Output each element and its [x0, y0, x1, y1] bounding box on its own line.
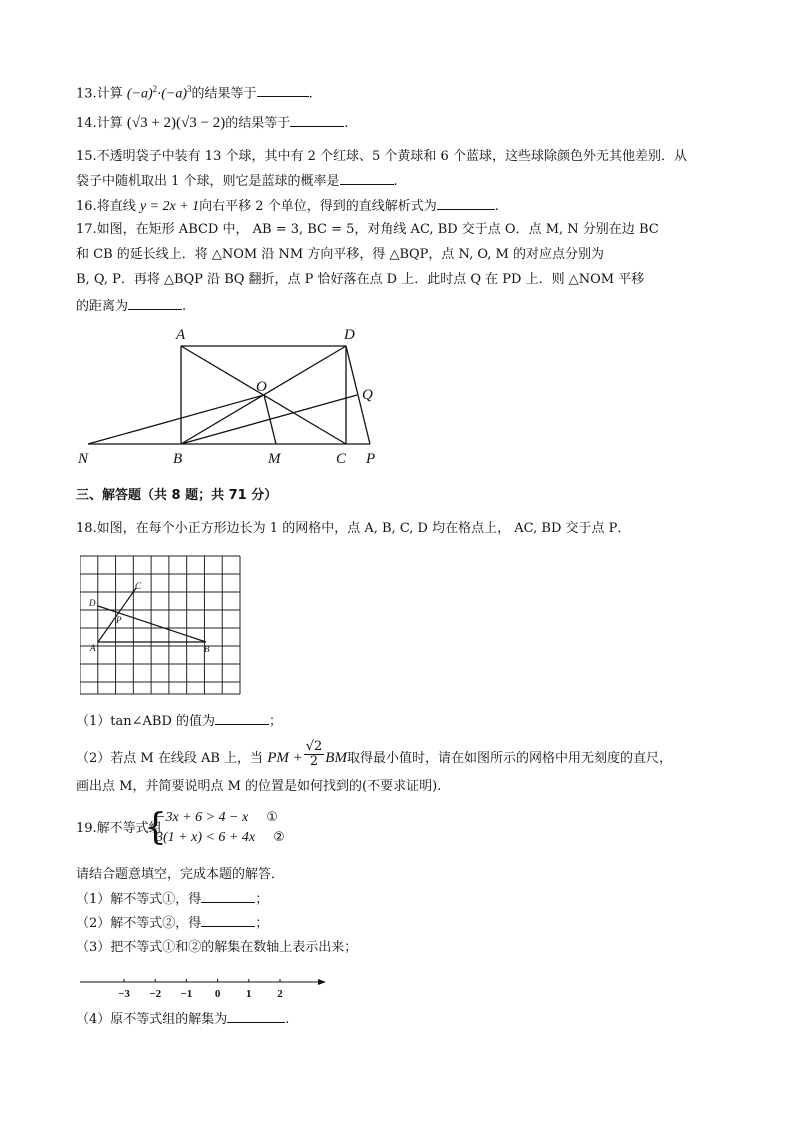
q17-label-Q: Q — [362, 387, 373, 403]
q15-end: . — [393, 174, 398, 189]
q14-end: . — [344, 116, 349, 131]
q17-label-P: P — [366, 451, 376, 467]
q16-expression: y = 2x + 1 — [139, 199, 200, 214]
q16-number: 16. — [76, 199, 97, 214]
q18-part2-line2: 画出点 M，并简要说明点 M 的位置是如何找到的(不要求证明). — [76, 779, 442, 794]
q14-answer-blank[interactable] — [290, 114, 344, 127]
q13-dot: · — [157, 86, 162, 102]
q19-part1-end: ； — [255, 892, 269, 907]
q17-text: 的距离为 — [76, 299, 129, 314]
q14-number: 14. — [76, 116, 97, 131]
number-line-tick-label: −2 — [149, 988, 162, 1000]
question-16 — [76, 197, 499, 216]
q19-inequality-1: −3x + 6 > 4 − x ① — [156, 810, 278, 825]
q19-part2 — [76, 914, 268, 933]
q19-mark-2: ② — [273, 830, 285, 845]
number-line-tick-label: 2 — [277, 988, 283, 1000]
question-14 — [76, 114, 348, 133]
question-17-line3: B, Q, P．再将 △BQP 沿 BQ 翻折，点 P 恰好落在点 D 上．此时点 Q 在 PD 上．则 △NOM 平移 — [76, 272, 645, 287]
number-line-tick-label: −1 — [180, 988, 193, 1000]
q18-part2-text: （2）若点 M 在线段 AB 上，当 — [76, 751, 264, 766]
q14-prefix: 计算 — [96, 116, 123, 131]
q17-label-A: A — [176, 327, 186, 343]
q16-prefix: 将直线 — [96, 199, 136, 214]
q19-part2-end: ； — [255, 916, 269, 931]
q19-part3: （3）把不等式①和②的解集在数轴上表示出来； — [76, 940, 358, 955]
q15-text: 袋子中随机取出 1 个球，则它是蓝球的概率是 — [76, 174, 340, 189]
q17-label-D: D — [344, 327, 355, 343]
question-15-line2 — [76, 172, 398, 191]
segment-BQ — [181, 395, 357, 444]
number-line-tick-label: 1 — [246, 988, 252, 1000]
q18-label-C: C — [135, 581, 142, 591]
question-19-title: 19.解不等式组 — [76, 821, 162, 836]
q18-label-P: P — [116, 615, 122, 625]
q17-label-M: M — [268, 451, 281, 467]
q19-mark-1: ① — [266, 810, 278, 825]
q13-suffix: 的结果等于 — [191, 86, 257, 102]
q14-expression: (√3 + 2)(√3 − 2) — [126, 115, 226, 131]
q18-label-B: B — [204, 644, 210, 654]
q13-expr-b: (−a) — [161, 86, 188, 102]
q18-part2-bm: BM — [325, 750, 347, 766]
question-13 — [76, 80, 313, 103]
q19-part4 — [76, 1010, 289, 1029]
q18-grid-figure — [80, 555, 242, 697]
number-line-arrow-icon — [318, 979, 326, 985]
q19-part1-text: （1）解不等式①，得 — [76, 892, 202, 907]
q13-end: . — [308, 86, 313, 102]
q16-end: . — [494, 199, 499, 214]
q18-part1 — [76, 712, 282, 731]
q18-label-A: A — [90, 643, 96, 653]
question-15-line1: 15.不透明袋子中装有 13 个球，其中有 2 个红球、5 个黄球和 6 个蓝球，这些球除颜色外无其他差别．从 — [76, 149, 687, 164]
q18-part2 — [76, 739, 672, 773]
q17-label-C: C — [336, 451, 347, 467]
q17-end: . — [182, 299, 187, 314]
q13-exp-a: 2 — [152, 84, 158, 94]
q19-part4-end: . — [285, 1012, 290, 1027]
q18-part2-suffix: 取得最小值时，请在如图所示的网格中用无刻度的直尺， — [346, 751, 672, 766]
q19-part4-blank[interactable] — [227, 1010, 285, 1023]
q19-part1 — [76, 890, 268, 909]
question-18: 18.如图，在每个小正方形边长为 1 的网格中，点 A, B, C, D 均在格点上， AC, BD 交于点 P． — [76, 521, 631, 536]
segment-DB — [98, 606, 206, 642]
question-17-line1: 17.如图，在矩形 ABCD 中， AB = 3, BC = 5，对角线 AC, BD 交于点 O．点 M, N 分别在边 BC — [76, 222, 659, 237]
q18-fraction-denominator: 2 — [309, 754, 319, 769]
q17-figure — [70, 322, 400, 472]
q18-part2-fraction — [304, 740, 325, 769]
q18-part1-blank[interactable] — [215, 712, 269, 725]
q13-number: 13. — [76, 86, 97, 102]
q19-instruction: 请结合题意填空，完成本题的解答． — [76, 867, 285, 882]
q18-fraction-numerator: √2 — [305, 739, 323, 754]
q19-inequality-2: 3(1 + x) < 6 + 4x ② — [156, 830, 285, 845]
question-17-line2: 和 CB 的延长线上．将 △NOM 沿 NM 方向平移，得 △BQP，点 N, O, M 的对应点分别为 — [76, 247, 604, 262]
q17-label-O: O — [256, 379, 267, 395]
q13-prefix: 计算 — [96, 86, 123, 102]
q18-label-D: D — [89, 598, 96, 608]
q13-answer-blank[interactable] — [257, 84, 309, 97]
q16-suffix: 向右平移 2 个单位，得到的直线解析式为 — [199, 199, 437, 214]
q18-part1-text: （1）tan∠ABD 的值为 — [76, 714, 216, 729]
q15-answer-blank[interactable] — [340, 172, 394, 185]
q19-part2-text: （2）解不等式②，得 — [76, 916, 202, 931]
q14-suffix: 的结果等于 — [225, 116, 291, 131]
q19-brace: { — [144, 807, 167, 848]
q17-label-B: B — [173, 451, 183, 467]
q16-answer-blank[interactable] — [437, 197, 495, 210]
q13-expr-a: (−a) — [126, 86, 153, 102]
q19-number-line — [78, 972, 330, 1002]
number-line-tick-label: 0 — [214, 988, 221, 1000]
q19-part4-text: （4）原不等式组的解集为 — [76, 1012, 228, 1027]
section-3-title: 三、解答题（共 8 题；共 71 分） — [76, 488, 278, 503]
q17-label-N: N — [78, 451, 89, 467]
q13-exp-b: 3 — [187, 84, 192, 94]
q18-part1-end: ； — [269, 714, 283, 729]
q18-part2-pm: PM + — [267, 750, 303, 766]
q17-answer-blank[interactable] — [128, 297, 182, 310]
segment-ON — [88, 395, 264, 444]
q19-part2-blank[interactable] — [201, 914, 255, 927]
q19-part1-blank[interactable] — [201, 890, 255, 903]
question-17-line4 — [76, 297, 186, 316]
number-line-tick-label: −3 — [118, 988, 130, 1000]
